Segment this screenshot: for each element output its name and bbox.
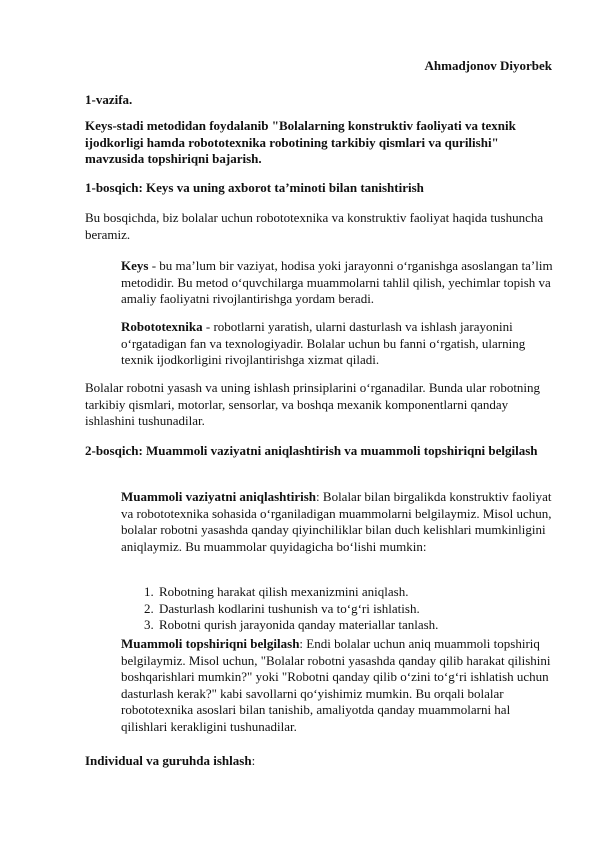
author-name: Ahmadjonov Diyorbek bbox=[424, 58, 552, 73]
footer-heading-text: Individual va guruhda ishlash bbox=[85, 753, 252, 768]
step2-heading bbox=[85, 443, 555, 460]
problem-list-item: 2. Dasturlash kodlarini tushunish va to‘g‘ri ishlatish. bbox=[157, 601, 595, 618]
step1-heading-text: 1-bosqich: Keys va uning axborot ta’minoti bilan tanishtirish bbox=[85, 180, 424, 195]
step1-intro: Bu bosqichda, biz bolalar uchun robototexnika va konstruktiv faoliyat haqida tushuncha beramiz. bbox=[85, 210, 544, 242]
keys-term: Keys bbox=[121, 258, 149, 273]
problem-task-paragraph bbox=[121, 636, 559, 736]
keys-definition-text: - bu ma’lum bir vaziyat, hodisa yoki jarayonni o‘rganishga asoslangan ta’lim metodidir. Bu metod o‘quvchilarga muammolarni tahlil qilish, yechimlar topish va amaliy faoliyatni rivojlantirishga yordam beradi. bbox=[121, 258, 553, 307]
problem-list-item: 3. Robotni qurish jarayonida qanday materiallar tanlash. bbox=[157, 617, 595, 634]
robototexnika-definition bbox=[121, 319, 559, 369]
robototexnika-definition-text: - robotlarni yaratish, ularni dasturlash va ishlash jarayonini o‘rgatadigan fan va texnologiyadir. Bolalar uchun bu fanni o‘rgatish, ularning texnik ijodkorligini rivojlantirishga xizmat qiladi. bbox=[121, 319, 526, 368]
problem-list-item: 1. Robotning harakat qilish mexanizmini aniqlash. bbox=[157, 584, 595, 601]
robototexnika-term: Robototexnika bbox=[121, 319, 203, 334]
problem-task-text: : Endi bolalar uchun aniq muammoli topshiriq belgilaymiz. Misol uchun, "Bolalar robotni yasashda qanday qilib harakat qilishini boshqarishlari mumkin?" yoki "Robotni qanday qilib o‘zini to‘g‘ri ishlatish uchun dasturlash kerak?" kabi savollarni qo‘yishimiz mumkin. Bu orqali bolalar robototexnika asoslari bilan tanishib, amaliyotda qanday muammolarni hal qilishlari kerakligini tushunadilar. bbox=[121, 636, 551, 734]
step2-heading-text: 2-bosqich: Muammoli vaziyatni aniqlashtirish va muammoli topshiriqni belgilash bbox=[85, 443, 538, 458]
task-label bbox=[85, 92, 555, 109]
problem-situation-term: Muammoli vaziyatni aniqlashtirish bbox=[121, 489, 317, 504]
task-title bbox=[85, 118, 555, 168]
task-label-text: 1-vazifa. bbox=[85, 92, 133, 107]
keys-definition bbox=[121, 258, 559, 308]
problem-situation-paragraph bbox=[121, 489, 559, 555]
problem-task-term: Muammoli topshiriqni belgilash bbox=[121, 636, 300, 651]
problem-situation-text: : Bolalar bilan birgalikda konstruktiv faoliyat va robototexnika sohasida o‘rganiladigan muammolarni belgilaymiz. Misol uchun, bolalar robotni yasashda qanday qiyinchiliklar bilan duch kelishlari mumkinligini aniqlaymiz. Bu muammolar quyidagicha bo‘lishi mumkin: bbox=[121, 489, 552, 554]
step1-closing: Bolalar robotni yasash va uning ishlash prinsiplarini o‘rganadilar. Bunda ular robotning tarkibiy qismlari, motorlar, sensorlar, va boshqa mexanik komponentlarni qanday ishlashini tushunadilar. bbox=[85, 380, 541, 429]
problem-list bbox=[121, 584, 595, 634]
task-title-text: Keys-stadi metodidan foydalanib "Bolalarning konstruktiv faoliyati va texnik ijodkorligi hamda robototexnika robotining tarkibiy qismlari va qurilishi" mavzusida topshiriqni bajarish. bbox=[85, 118, 516, 167]
footer-heading-colon: : bbox=[251, 753, 256, 768]
step1-heading bbox=[85, 180, 555, 197]
footer-heading bbox=[85, 753, 555, 770]
